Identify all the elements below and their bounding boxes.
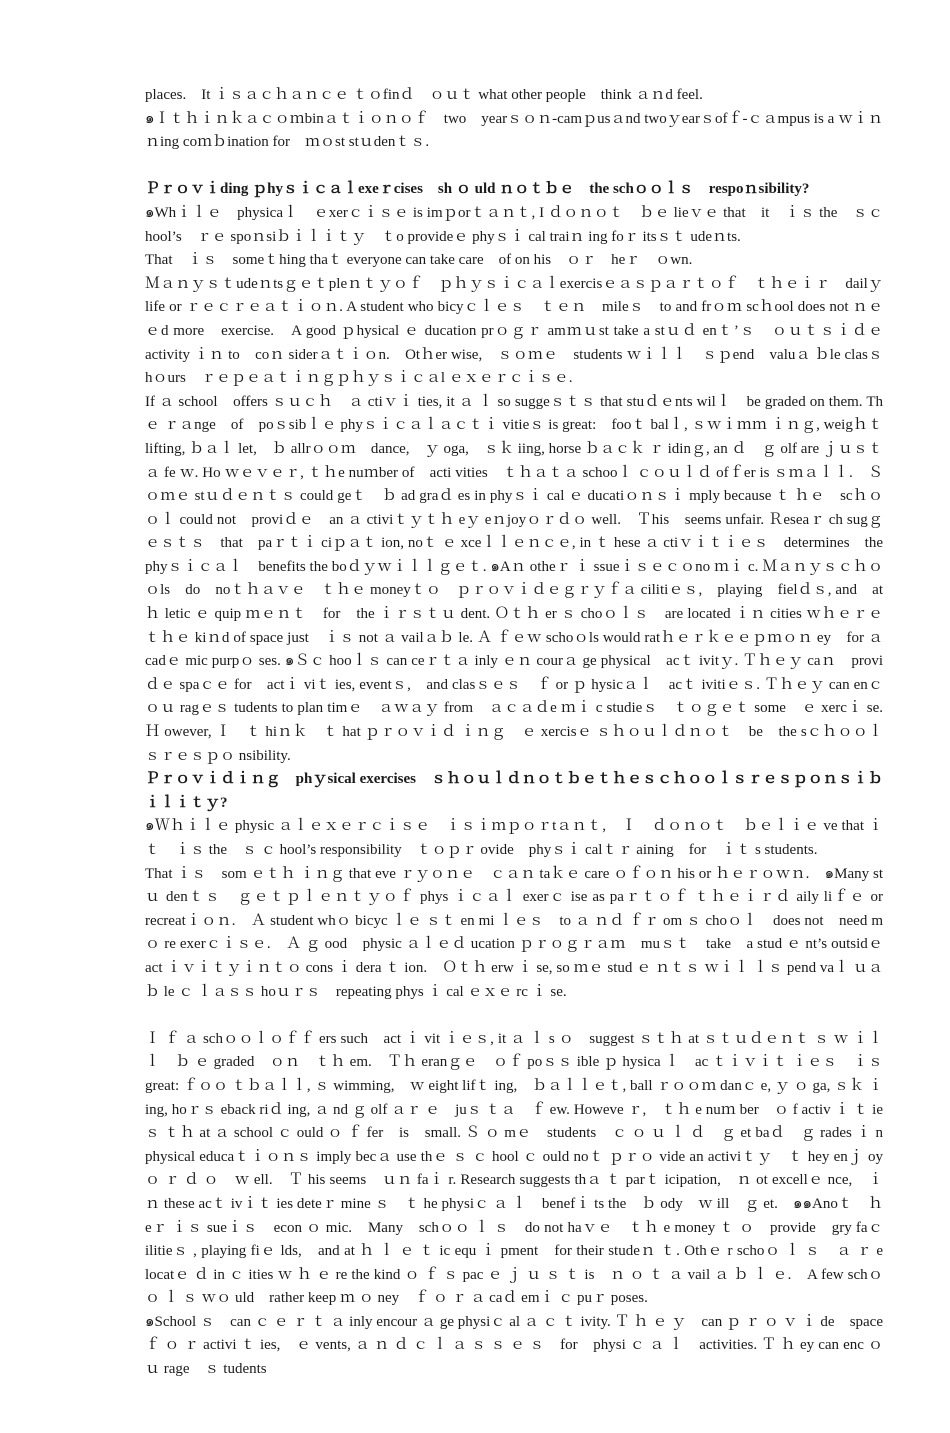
- section-heading: Ｐｒｏｖｉding ｐhyｓｉｃａｌexeｒcises sh ｏ uld ｎｏｔｂｅ the schｏｏｌｓ respoｎsibility?: [145, 181, 810, 198]
- paragraph: Ｉ ｆ ａ schｏｏｌｏｆｆ ers such act ｉ vit ｉｅｓ, it ａ ｌ s ｏ suggest ｓｔｈ at ｓｔｕｄｅｎｔ ｓ ｗ ｉｌｌ ｂ ｅ graded ｏｎ ｔｈ em. Ｔｈ eranｇｅ ｏｆ poｓｓ ible ｐ hysica ｌ ac ｔｉｖｉｔ ｉｅｓ ｉｓ great: ｆｏｏ ｔｂａｌｌ, ｓ wimming, ｗ eight lifｔ ing, ｂａｌｌｅｔ, ball ｒｏｏｍ danｃ e, ｙ ｏ ga, ｓｋ ｉ ing, hoｒｓ eback riｄ ing, ａ nd ｇ olf ａｒ ｅ juｓ ｔａ ｆ ew. Howeve ｒ, ｔｈ e nuｍ ber ｏ f activ ｉ ｔ ie ｓ ｔｈ at ａ school ｃ ould ｏ ｆ fer is small. Ｓ ｏ mｅ students ｃ ｏ ｕ ｌ ｄ ｇ et baｄ ｇ rades ｉ n physical educaｔｉｏｎｓ imply becａ use thｅ ｓ ｃ hool ｃ ould noｔ ｐｒｏ vide an activiｔｙ ｔ hey enｊ oy ｏ ｒ ｄ ｏ ｗ ell. Ｔ his seems ｕｎ faｉ r. Research suggests thａ ｔ parｔ icipation, ｎ ot excellｅ nce, ｉ ｎ these acｔ ivｉｔ ies deteｒ mine ｓ ｔ he physiｃ ａ ｌ benefｉ ts the ｂ ody ｗ ill ｇ et. ๑๑Anoｔ ｈ eｒ ｉｓ sueｉｓ econ ｏ mic. Many schｏｏ ｌ ｓ do not haｖｅ ｔｈ e money ｔ ｏ provide gry faｃ ilitieｓ , playing fiｅ lds, and at ｈ ｌ ｅ ｔ ic equ ｉ pment for their studeｎ ｔ. Othｅ r schoｏ ｌ ｓ ａ ｒ e locatｅ ｄ in ｃ ities ｗ ｈ ｅ re the kind ｏ ｆ ｓ pac ｅ ｊ ｕ ｓ ｔ is ｎ ｏ ｔ ａ vail ａ ｂ ｌ ｅ. A few schｏ ｏ ｌ ｓ ｗｏ uld rather keep ｍ ｏ ney ｆ ｏ ｒ ａ caｄ emｉ ｃ puｒ poses.: [145, 1030, 899, 1307]
- paragraph: That ｉｓ som ｅｔｈ ｉｎｇ that eve ｒｙｏｎｅ ｃａｎ taｋｅ care ｏｆｏｎ his or ｈｅｒｏｗｎ. ๑Many stｕ denｔｓ ｇｅｔｐｌｅｎｔｙｏｆ phys ｉｃａｌ exerｃ ise as paｒｔｏｆ ｔｈｅｉｒｄ aily liｆｅ or recreatｉｏｎ. Ａ student whｏ bicyc ｌｅ ｓｔ en mi ｌｅｓ to ａ ｎｄ ｆｒ om ｓ choｏｌ does not need mｏ re exerｃｉｓｅ. Ａ ｇ ood physic ａｌｅｄ ucation ｐｒｏｇｒａｍ muｓｔ take a stud ｅ nt’s outsidｅ act ｉｖｉｔｙｉｎｔｏ cons ｉ dera ｔ ion. Ｏｔｈ erw ｉ se, so ｍｅ stud ｅ ｎｔｓ ｗｉｌ ｌｓ pend vaｌ ｕａｂ le ｃ ｌａｓｓ hoｕｒｓ repeating phys ｉ cal ｅｘｅ rc ｉ se.: [145, 865, 899, 1000]
- paragraph: If ａ school offers ｓｕｃｈ ａ ctiｖｉ ties, it ａ ｌ so suggeｓｔｓ that stuｄｅnts wilｌ be graded on them. Thｅ ｒａnge of poｓsibｌｅ phyｓｉｃａｌａｃｔｉ vitieｓ is great: fooｔ balｌ, ｓｗｉｍｍ ｉｎｇ, weigｈｔ lifting, ｂａｌ let, ｂ allrｏｏｍ dance, ｙ oga, ｓｋ iing, horse ｂａｃｋ ｒ idinｇ, an ｄ ｇ olf are ｊｕｓｔａ fe ｗ. Ho ｗｅｖｅｒ, ｔｈe nuｍber of acti vities ｔｈａｔａ schooｌ ｃｏｕｌｄ ofｆer is ｓｍａｌｌ. Ｓｏｍｅ stｕｄｅｎｔｓ could geｔ ｂ ad graｄ es in phyｓｉ cal ｅ ducatiｏｎｓｉ mply because ｔ ｈｅ scｈｏｏｌ could not proviｄｅ an ａ ctiviｔｙｔｈ eｙ eｎjoyｏｒｄｏ well. Ｔhis seems unfair. Ｒeseaｒ ch sugｇｅｓｔｓ that paｒｔｉ ciｐａｔ ion, noｔ ｅ xceｌｌｅｎｃｅ, in ｔ hese ａ ctiｖｉｔｉｅｓ determines the phyｓｉｃａｌ benefits the boｄｙｗｉｌｌｇｅｔ. ๑Aｎ otheｒ ｉ ssueｉｓｅｃｏno ｍｉ c. Ｍａｎｙｓｃｈｏｏls do noｔｈａｖｅ ｔｈｅ moneyｔｏ ｐｒｏｖｉｄｅｇｒｙｆａ cilitiｅｓ, playing fielｄｓ, and at ｈ letic ｅ quip ｍｅｎｔ for the ｉｒｓｔｕ dent. Ｏｔｈ er ｓ choｏｌｓ are located ｉｎ cities ｗｈｅｒｅ ｔｈｅ kiｎd of space just ｉｓ not ａ vailａｂ le. Ａ ｆｅｗ schoｏls would ratｈｅｒｋｅｅｐｍｏｎ ey for ａ cadｅ mic purpｏ ses. ๑Ｓｃ hooｌｓ can ceｒｔａ inly ｅｎ courａ ge physical acｔ ivitｙ. Ｔｈｅｙ caｎ proviｄｅ spaｃｅ for actｉ viｔ ies, eventｓ, and clasｓｅｓ ｆ or ｐ hysicａｌ acｔ ivitiｅｓ. Ｔｈｅｙ can enｃｏｕ ragｅｓ tudents to plan timｅ ａｗａｙ from ａｃａｄe ｍｉ c studieｓ ｔｏｇｅｔ some ｅ xercｉ se. Ｈ owever, Ｉ ｔ hiｎｋ ｔ hat ｐｒｏｖｉｄ ｉｎｇ ｅ xercisｅ ｓｈｏｕｌｄｎｏｔ be the sｃｈｏｏｌｓｒｅｓｐｏ nsibility.: [145, 393, 899, 764]
- section-heading: Ｐｒｏｖｉｄｉｎｇ phｙsical exercises ｓｈｏｕｌｄｎｏｔｂｅｔｈｅｓｃｈｏｏｌｓｒｅｓｐｏｎｓｉｂｉｌｉｔｙ?: [145, 771, 883, 811]
- paragraph: places. It ｉｓａｃｈａｎｃｅ ｔｏfinｄ ｏｕｔ what other people think ａｎd feel.: [145, 87, 703, 103]
- paragraph: That ｉｓ someｔhing thaｔ everyone can take care of on his ｏｒ heｒ ｏwn.: [145, 252, 693, 269]
- paragraph: Ｍａｎｙｓｔudeｎtsｇｅｔpleｎｔｙｏｆ ｐｈｙｓｉｃａｌexercisｅａｓｐａｒｔｏｆ ｔｈｅｉｒ dailｙ life or ｒｅｃｒｅａｔｉｏｎ. A student who bicyｃｌｅｓ ｔｅｎ mileｓ to and frｏｍ scｈool does not ｎｅｅd more exercise. A good ｐhysical ｅ ducation prｏｇｒ amｍｕst take a stｕｄ enｔ’ｓ ｏｕｔｓｉｄｅ activity ｉｎ to coｎ siderａｔｉｏn. Otｈer wise, ｓｏｍｅ students ｗｉｌｌ ｓｐend valuａ ｂle clasｓ hｏurs ｒｅｐｅａｔｉｎｇｐｈｙｓｉｃａl ｅｘｅｒｃｉｓｅ.: [145, 275, 899, 387]
- paragraph-gap: [145, 155, 883, 179]
- paragraph: ๑Whｉｌｅ physicaｌ ｅxerｃｉｓｅ is imｐorｔａｎｔ, I ｄｏｎｏｔ ｂｅ lieｖｅ that it ｉｓ the ｓｃhool’s ｒｅ spoｎsiｂｉｌｉｔｙ ｔo provideｅ phyｓｉ cal traiｎ ing foｒ itsｓｔ udeｎts.: [145, 204, 883, 245]
- paragraph-gap: [145, 1004, 883, 1028]
- paragraph: ๑School ｓ can ｃ ｅ ｒ ｔ ａ inly encour ａ ge physiｃ al ａ ｃ ｔ ivity. Ｔ ｈ ｅ ｙ can ｐ ｒ ｏ ｖ ｉ de space ｆ ｏ ｒ activi ｔ ies, ｅ vents, ａ ｎ ｄ ｃ ｌ ａ ｓ ｓ ｅ ｓ for physi ｃ ａ ｌ activities. Ｔ ｈ ey can enc ｏ ｕ rage ｓ tudents: [145, 1313, 883, 1378]
- paragraph: ๑Ｉｔｈｉｎｋａｃｏｍbinａｔｉｏｎｏｆ two yearｓｏｎ-camｐusａnd twoｙearｓofｆ-ｃａmpus is a ｗｉｎｎing coｍｂination for ｍｏst stｕdenｔｓ.: [145, 110, 883, 151]
- paragraph: ๑Ｗｈｉｌｅ physic ａｌｅｘｅｒｃｉｓｅ ｉｓｉｍｐｏｒtａｎｔ, Ｉ ｄｏｎｏｔ ｂｅｌｉｅ ve that ｉｔ ｉｓ the ｓ ｃ hool’s responsibility ｔｏｐｒ ovide phyｓｉ calｔｒ aining for ｉｔ s students.: [145, 818, 883, 858]
- document-page: [145, 84, 899, 1382]
